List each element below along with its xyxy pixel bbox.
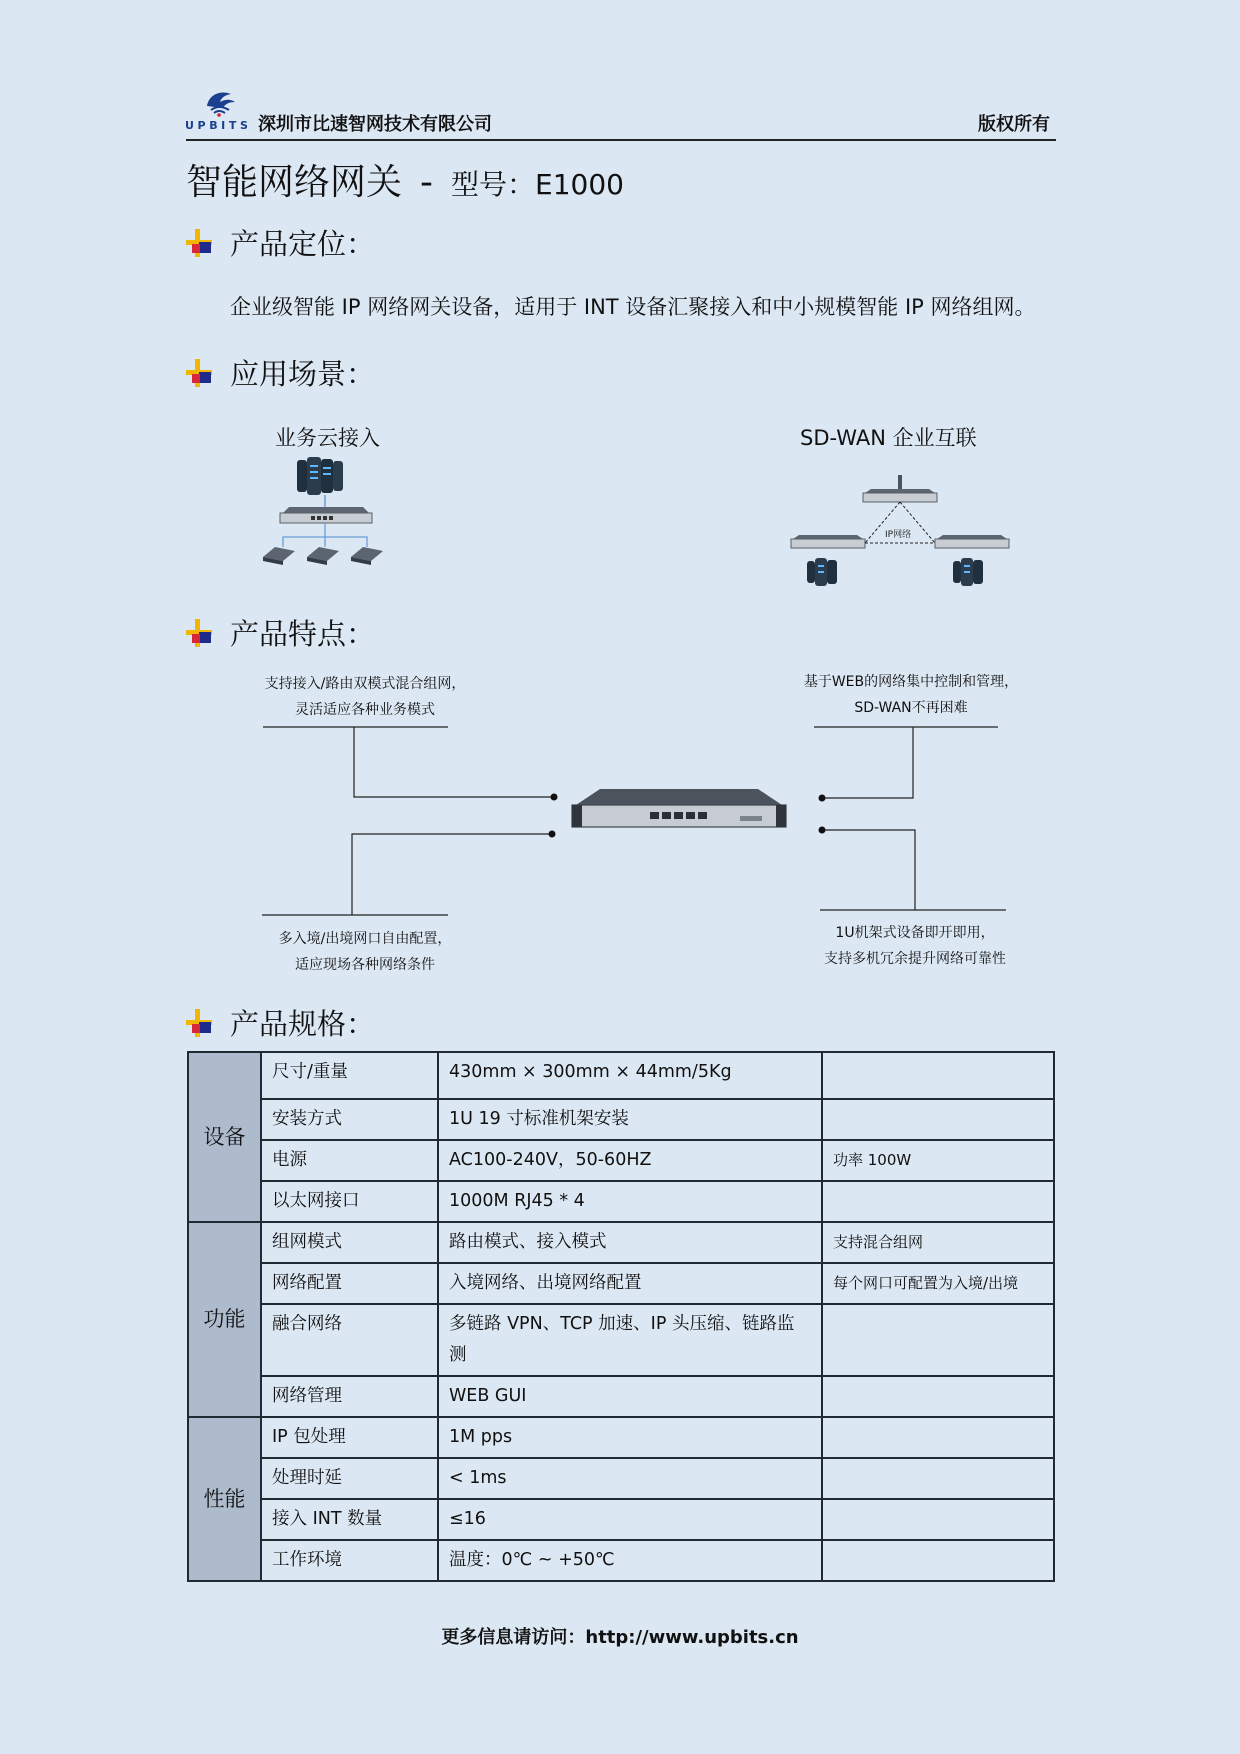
spec-item: 接入 INT 数量 (261, 1499, 438, 1540)
table-row (188, 1263, 1054, 1304)
spec-value: 1000M RJ45 * 4 (438, 1181, 822, 1222)
spec-note (822, 1540, 1054, 1581)
table-row (188, 1052, 1054, 1099)
section-bullet-icon (186, 1009, 212, 1037)
spec-item: 网络配置 (261, 1263, 438, 1304)
spec-item: IP 包处理 (261, 1417, 438, 1458)
spec-item: 组网模式 (261, 1222, 438, 1263)
upbits-logo (185, 86, 253, 132)
title-separator: - (420, 162, 434, 203)
spec-note (822, 1052, 1054, 1099)
spec-value: AC100-240V，50-60HZ (438, 1140, 822, 1181)
spec-note (822, 1099, 1054, 1140)
page-title (186, 154, 624, 205)
gateway-device-icon (572, 789, 786, 827)
spec-item: 网络管理 (261, 1376, 438, 1417)
feature-callout-top-left: 支持接入/路由双模式混合组网， 灵活适应各种业务模式 (264, 676, 466, 718)
ip-network-label: IP网络 (885, 530, 912, 540)
spec-value: 430mm × 300mm × 44mm/5Kg (438, 1052, 822, 1099)
sdwan-label: SD-WAN 企业互联 (800, 426, 977, 450)
cloud-access-diagram (255, 455, 405, 575)
company-name: 深圳市比速智网技术有限公司 (258, 114, 492, 135)
table-row (188, 1376, 1054, 1417)
spec-note (822, 1181, 1054, 1222)
spec-value: < 1ms (438, 1458, 822, 1499)
spec-item: 融合网络 (261, 1304, 438, 1376)
spec-value: 温度：0℃ ~ +50℃ (438, 1540, 822, 1581)
spec-item: 工作环境 (261, 1540, 438, 1581)
feature-callout-bottom-left: 多入境/出境网口自由配置， 适应现场各种网络条件 (278, 931, 452, 973)
spec-note: 功率 100W (822, 1140, 1054, 1181)
spec-item: 尺寸/重量 (261, 1052, 438, 1099)
positioning-text: 企业级智能 IP 网络网关设备，适用于 INT 设备汇聚接入和中小规模智能 IP 网络组网。 (230, 295, 1036, 319)
table-row (188, 1222, 1054, 1263)
table-row (188, 1458, 1054, 1499)
table-row (188, 1417, 1054, 1458)
gateway-device-icon (280, 507, 372, 523)
spec-item: 电源 (261, 1140, 438, 1181)
product-model: 型号：E1000 (451, 168, 624, 201)
spec-note (822, 1304, 1054, 1376)
copyright-notice: 版权所有 (978, 114, 1050, 135)
table-row (188, 1181, 1054, 1222)
table-row (188, 1099, 1054, 1140)
section-heading-scenarios: 应用场景： (186, 352, 375, 393)
spec-note (822, 1499, 1054, 1540)
table-row (188, 1140, 1054, 1181)
spec-note (822, 1458, 1054, 1499)
spec-group-function: 功能 (188, 1222, 261, 1417)
spec-note: 支持混合组网 (822, 1222, 1054, 1263)
feature-callout-bottom-right: 1U机架式设备即开即用， 支持多机冗余提升网络可靠性 (824, 925, 1006, 967)
spec-item: 安装方式 (261, 1099, 438, 1140)
spec-value: 1U 19 寸标准机架安装 (438, 1099, 822, 1140)
spec-item: 处理时延 (261, 1458, 438, 1499)
spec-group-performance: 性能 (188, 1417, 261, 1581)
spec-note: 每个网口可配置为入境/出境 (822, 1263, 1054, 1304)
section-bullet-icon (186, 619, 212, 647)
spec-value: WEB GUI (438, 1376, 822, 1417)
spec-item: 以太网接口 (261, 1181, 438, 1222)
table-row (188, 1499, 1054, 1540)
spec-value: 路由模式、接入模式 (438, 1222, 822, 1263)
server-cluster-icon (807, 558, 983, 586)
spec-note (822, 1376, 1054, 1417)
spec-note (822, 1417, 1054, 1458)
section-heading-specs: 产品规格： (186, 1002, 375, 1043)
spec-value: ≤16 (438, 1499, 822, 1540)
section-bullet-icon (186, 229, 212, 257)
terminal-device-icon (263, 547, 383, 565)
table-row (188, 1304, 1054, 1376)
feature-callout-top-right: 基于WEB的网络集中控制和管理， SD-WAN不再困难 (803, 674, 1019, 716)
spec-value: 入境网络、出境网络配置 (438, 1263, 822, 1304)
cloud-access-label: 业务云接入 (275, 426, 380, 450)
footer-link[interactable]: 更多信息请访问：http://www.upbits.cn (441, 1627, 799, 1648)
logo-text: UPBITS (185, 119, 252, 132)
section-heading-features: 产品特点： (186, 612, 375, 653)
section-heading-positioning: 产品定位： (186, 222, 375, 263)
header-divider (186, 139, 1056, 141)
section-bullet-icon (186, 359, 212, 387)
spec-value: 多链路 VPN、TCP 加速、IP 头压缩、链路监测 (438, 1304, 822, 1376)
spec-table (187, 1051, 1055, 1582)
spec-value: 1M pps (438, 1417, 822, 1458)
sdwan-diagram (785, 455, 1015, 595)
spec-group-device: 设备 (188, 1052, 261, 1222)
server-cluster-icon (297, 457, 343, 495)
product-name: 智能网络网关 (186, 162, 403, 203)
table-row (188, 1540, 1054, 1581)
